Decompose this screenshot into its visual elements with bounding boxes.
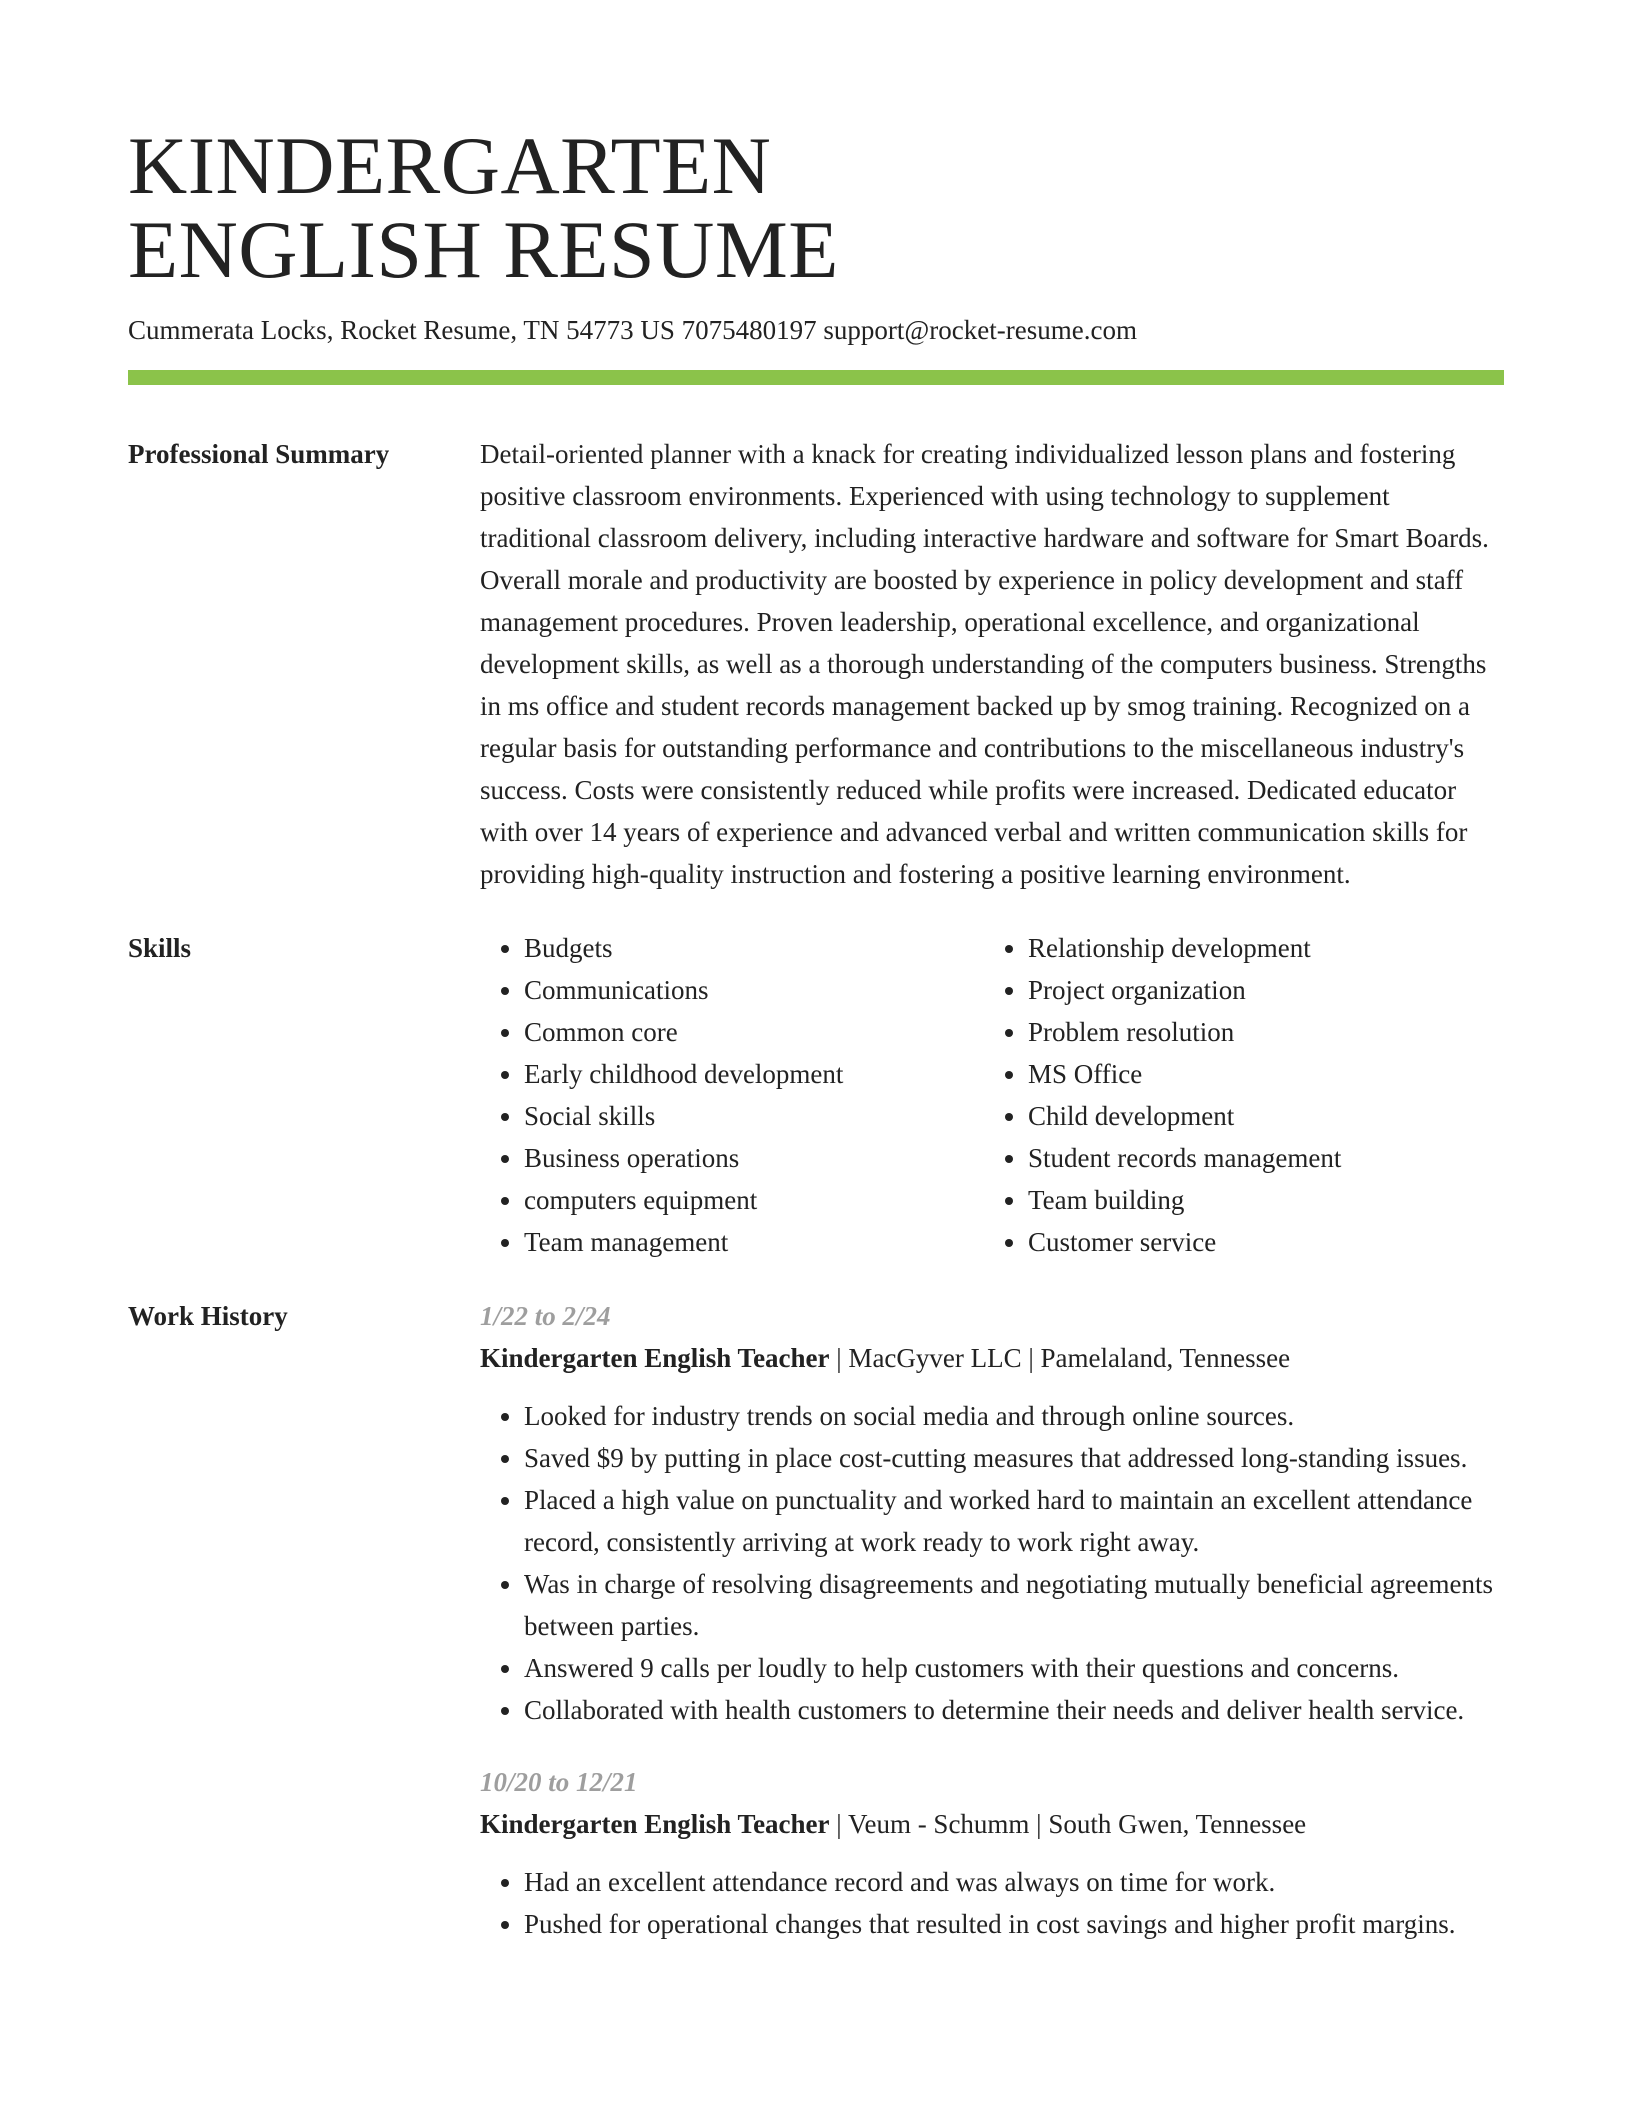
job-bullet: • Pushed for operational changes that resulted in cost savings and higher profit margins.: [524, 1903, 1504, 1945]
skill-item: • Team management: [524, 1221, 984, 1263]
skills-list-left: [480, 927, 984, 1263]
job-title: Kindergarten English Teacher: [480, 1809, 830, 1839]
work-history-heading: Work History: [128, 1301, 288, 1331]
job-dates: 10/20 to 12/21: [480, 1767, 638, 1797]
skill-item: • Problem resolution: [1028, 1011, 1488, 1053]
skill-item: • Student records management: [1028, 1137, 1488, 1179]
skill-item: • Common core: [524, 1011, 984, 1053]
job-entry: [480, 1761, 1504, 1945]
title-line-1: KINDERGARTEN: [128, 120, 772, 211]
job-bullet: • Placed a high value on punctuality and worked hard to maintain an excellent attendance record, consistently arriving at work ready to work right away.: [524, 1479, 1504, 1563]
resume-title: [128, 120, 1504, 295]
skill-item: • Social skills: [524, 1095, 984, 1137]
job-entry: [480, 1295, 1504, 1731]
skill-item: • Budgets: [524, 927, 984, 969]
professional-summary-heading: Professional Summary: [128, 439, 390, 469]
skill-item: • Early childhood development: [524, 1053, 984, 1095]
job-bullet: • Collaborated with health customers to determine their needs and deliver health service.: [524, 1689, 1504, 1731]
job-heading: [480, 1803, 1504, 1845]
professional-summary-text: Detail-oriented planner with a knack for creating individualized lesson plans and fostering positive classroom environments. Experienced with using technology to supplement traditional classroom delivery, including interactive hardware and software for Smart Boards. Overall morale and productivity are boosted by experience in policy development and staff management procedures. Proven leadership, operational excellence, and organizational development skills, as well as a thorough understanding of the computers business. Strengths in ms office and student records management backed up by smog training. Recognized on a regular basis for outstanding performance and contributions to the miscellaneous industry's success. Costs were consistently reduced while profits were increased. Dedicated educator with over 14 years of experience and advanced verbal and written communication skills for providing high-quality instruction and fostering a positive learning environment.: [480, 439, 1489, 889]
title-line-2: ENGLISH RESUME: [128, 204, 839, 295]
accent-divider: [128, 370, 1504, 385]
skill-item: • computers equipment: [524, 1179, 984, 1221]
job-dates: 1/22 to 2/24: [480, 1301, 611, 1331]
skill-item: • Business operations: [524, 1137, 984, 1179]
job-bullet-list: [480, 1395, 1504, 1731]
contact-info: Cummerata Locks, Rocket Resume, TN 54773 US 7075480197 support@rocket-resume.com: [128, 315, 1137, 345]
job-bullet: • Saved $9 by putting in place cost-cutting measures that addressed long-standing issues.: [524, 1437, 1504, 1479]
job-bullet: • Was in charge of resolving disagreements and negotiating mutually beneficial agreements between parties.: [524, 1563, 1504, 1647]
skill-item: • Relationship development: [1028, 927, 1488, 969]
job-bullet: • Answered 9 calls per loudly to help customers with their questions and concerns.: [524, 1647, 1504, 1689]
skill-item: • Child development: [1028, 1095, 1488, 1137]
professional-summary-section: [128, 433, 1504, 895]
skill-item: • Team building: [1028, 1179, 1488, 1221]
job-bullet: • Looked for industry trends on social media and through online sources.: [524, 1395, 1504, 1437]
job-employer-location: | Veum - Schumm | South Gwen, Tennessee: [829, 1809, 1307, 1839]
skill-item: • Communications: [524, 969, 984, 1011]
skills-heading: Skills: [128, 933, 192, 963]
skills-section: [128, 927, 1504, 1263]
job-bullet: • Had an excellent attendance record and was always on time for work.: [524, 1861, 1504, 1903]
resume-page: [128, 120, 1504, 1945]
job-bullet-list: [480, 1861, 1504, 1945]
skill-item: • Customer service: [1028, 1221, 1488, 1263]
work-history-section: [128, 1295, 1504, 1945]
skill-item: • MS Office: [1028, 1053, 1488, 1095]
job-employer-location: | MacGyver LLC | Pamelaland, Tennessee: [829, 1343, 1291, 1373]
skill-item: • Project organization: [1028, 969, 1488, 1011]
skills-list-right: [984, 927, 1488, 1263]
job-heading: [480, 1337, 1504, 1379]
job-title: Kindergarten English Teacher: [480, 1343, 830, 1373]
